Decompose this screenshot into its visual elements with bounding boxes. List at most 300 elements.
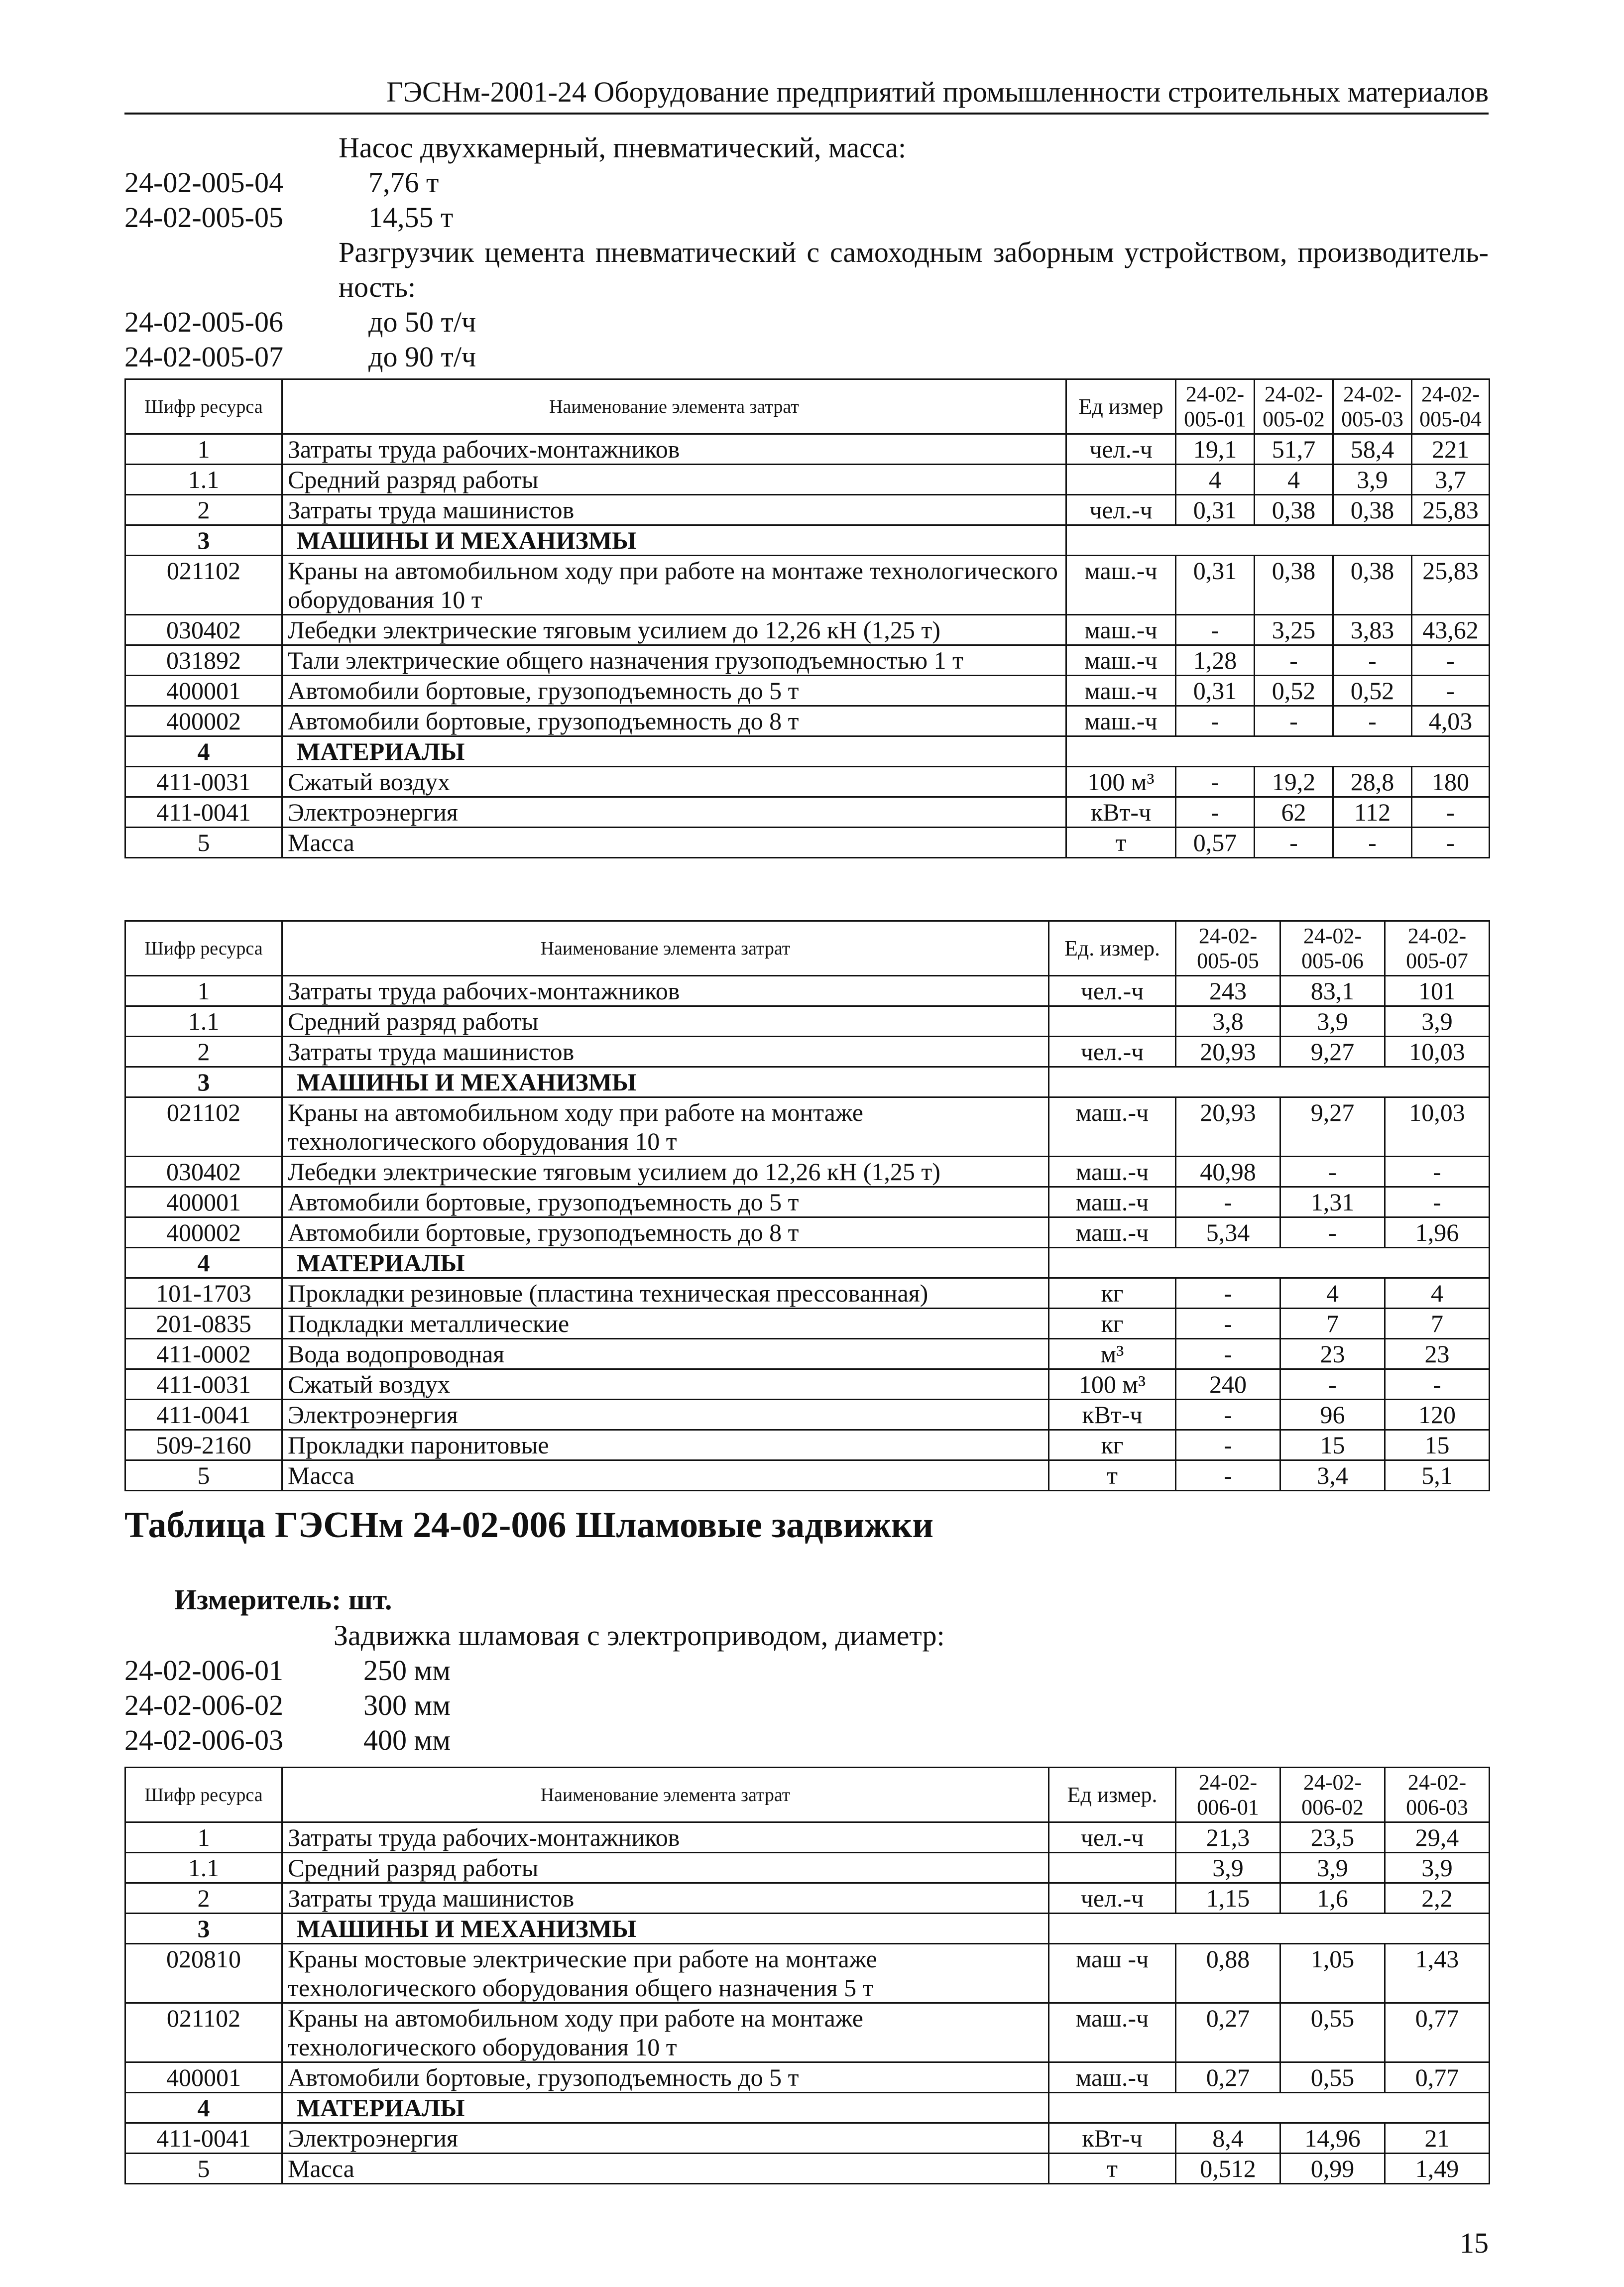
cell-value: 0,31	[1176, 676, 1255, 706]
cell-code: 5	[125, 1460, 282, 1491]
cell-value: 0,38	[1333, 495, 1412, 525]
cell-value: 0,77	[1385, 2062, 1490, 2093]
cell-value: 10,03	[1385, 1037, 1490, 1067]
cell-unit: кВт-ч	[1049, 2123, 1176, 2154]
cell-value: 96	[1280, 1400, 1385, 1430]
cell-code: 101-1703	[125, 1278, 282, 1309]
cell-unit: 100 м³	[1049, 1369, 1176, 1400]
cell-value: -	[1255, 645, 1333, 676]
table-row	[125, 797, 1490, 828]
cell-name: Краны мостовые электрические при работе на монтаже технологического оборудования общего назначения 5 т	[282, 1944, 1049, 2003]
cell-value: 40,98	[1176, 1157, 1280, 1187]
cell-code: 1.1	[125, 1853, 282, 1883]
header-unit: Ед измер	[1066, 379, 1176, 434]
item-code: 24-02-006-01	[124, 1654, 283, 1686]
section-label: МАТЕРИАЛЫ	[282, 736, 1066, 767]
cell-code: 3	[125, 1914, 282, 1944]
cell-value: -	[1176, 797, 1255, 828]
cell-value: 4	[1255, 465, 1333, 495]
cell-unit: маш.-ч	[1066, 645, 1176, 676]
cell-code: 411-0041	[125, 1400, 282, 1430]
item-code: 24-02-006-02	[124, 1689, 283, 1721]
cell-name: Затраты труда рабочих-монтажников	[282, 1822, 1049, 1853]
header-col: 24-02- 006-01	[1176, 1768, 1280, 1822]
intro-list-005	[124, 130, 1489, 374]
cell-value: -	[1176, 1309, 1280, 1339]
cell-code: 030402	[125, 615, 282, 645]
cell-value: 23	[1385, 1339, 1490, 1369]
cell-value: 20,93	[1176, 1037, 1280, 1067]
cell-value: 3,9	[1333, 465, 1412, 495]
cell-unit: маш.-ч	[1049, 2062, 1176, 2093]
cell-value: 25,83	[1412, 556, 1490, 615]
cell-value: 29,4	[1385, 1822, 1490, 1853]
cell-value: 23,5	[1280, 1822, 1385, 1853]
table-row	[125, 465, 1490, 495]
cell-value: 240	[1176, 1369, 1280, 1400]
cell-code: 4	[125, 2093, 282, 2123]
cell-name: Сжатый воздух	[282, 767, 1066, 797]
cell-value: 120	[1385, 1400, 1490, 1430]
group-heading: Насос двухкамерный, пневматический, масса:	[339, 131, 907, 164]
cell-name: Лебедки электрические тяговым усилием до 12,26 кН (1,25 т)	[282, 1157, 1049, 1187]
cell-unit: чел.-ч	[1049, 1037, 1176, 1067]
cell-name: Сжатый воздух	[282, 1369, 1049, 1400]
cell-code: 2	[125, 1037, 282, 1067]
table-row	[125, 767, 1490, 797]
cell-value: 58,4	[1333, 434, 1412, 465]
table-row	[125, 2003, 1490, 2062]
cell-value: 9,27	[1280, 1037, 1385, 1067]
cell-value: 10,03	[1385, 1097, 1490, 1157]
item-text: 300 мм	[363, 1689, 451, 1721]
cell-code: 411-0002	[125, 1339, 282, 1369]
table-row	[125, 676, 1490, 706]
item-code: 24-02-005-07	[124, 341, 283, 373]
header-col: 24-02- 005-01	[1176, 379, 1255, 434]
table-row	[125, 706, 1490, 736]
page-number: 15	[1460, 2227, 1489, 2259]
cell-value: 3,7	[1412, 465, 1490, 495]
cell-value: 19,1	[1176, 434, 1255, 465]
section-filler	[1049, 1067, 1490, 1097]
cell-value: 5,1	[1385, 1460, 1490, 1491]
cell-name: Затраты труда машинистов	[282, 1883, 1049, 1914]
cell-value: 1,28	[1176, 645, 1255, 676]
cell-value: 21,3	[1176, 1822, 1280, 1853]
cell-name: Электроэнергия	[282, 2123, 1049, 2154]
header-unit: Ед измер.	[1049, 1768, 1176, 1822]
section-row	[125, 1067, 1490, 1097]
cell-value: 0,27	[1176, 2003, 1280, 2062]
section-title: Таблица ГЭСНм 24-02-006 Шламовые задвижки	[124, 1505, 934, 1546]
header-code: Шифр ресурса	[125, 379, 282, 434]
cell-value: 1,31	[1280, 1187, 1385, 1217]
table-row	[125, 645, 1490, 676]
header-col: 24-02- 005-05	[1176, 921, 1280, 976]
cell-value: -	[1333, 645, 1412, 676]
section-filler	[1049, 1248, 1490, 1278]
section-row	[125, 1914, 1490, 1944]
cell-value: 3,8	[1176, 1006, 1280, 1037]
section-filler	[1066, 525, 1490, 556]
cell-value: 3,9	[1385, 1853, 1490, 1883]
cell-value: 4	[1176, 465, 1255, 495]
cell-value: 8,4	[1176, 2123, 1280, 2154]
cell-value: 3,83	[1333, 615, 1412, 645]
cell-unit: маш.-ч	[1049, 1097, 1176, 1157]
cell-name: Автомобили бортовые, грузоподъемность до 5 т	[282, 1187, 1049, 1217]
cell-name: Краны на автомобильном ходу при работе на монтаже технологического оборудования 10 т	[282, 1097, 1049, 1157]
cell-code: 021102	[125, 1097, 282, 1157]
header-col: 24-02- 005-02	[1255, 379, 1333, 434]
table-row	[125, 1460, 1490, 1491]
cell-code: 400001	[125, 1187, 282, 1217]
section-label: МАШИНЫ И МЕХАНИЗМЫ	[282, 1914, 1049, 1944]
cell-value: 15	[1280, 1430, 1385, 1460]
cell-name: Автомобили бортовые, грузоподъемность до 5 т	[282, 676, 1066, 706]
intro-list-006	[124, 1618, 1489, 1758]
cell-code: 3	[125, 1067, 282, 1097]
cell-name: Вода водопроводная	[282, 1339, 1049, 1369]
cell-value: 0,38	[1333, 556, 1412, 615]
item-text: до 90 т/ч	[368, 341, 476, 373]
cell-name: Затраты труда рабочих-монтажников	[282, 976, 1049, 1006]
cell-value: -	[1176, 615, 1255, 645]
cell-unit: 100 м³	[1066, 767, 1176, 797]
header-col: 24-02- 006-02	[1280, 1768, 1385, 1822]
cell-unit: маш.-ч	[1066, 556, 1176, 615]
cell-value: -	[1280, 1157, 1385, 1187]
table-row	[125, 1369, 1490, 1400]
cell-name: Затраты труда машинистов	[282, 495, 1066, 525]
cell-value: -	[1176, 1430, 1280, 1460]
cell-value: -	[1333, 828, 1412, 858]
norms-table-006	[124, 1767, 1490, 2184]
cell-code: 400001	[125, 2062, 282, 2093]
cell-unit	[1049, 1853, 1176, 1883]
cell-value: 4	[1280, 1278, 1385, 1309]
cell-value: 3,9	[1280, 1853, 1385, 1883]
section-filler	[1049, 2093, 1490, 2123]
cell-code: 411-0041	[125, 797, 282, 828]
cell-value: -	[1412, 645, 1490, 676]
cell-code: 030402	[125, 1157, 282, 1187]
cell-name: Электроэнергия	[282, 1400, 1049, 1430]
cell-value: 4,03	[1412, 706, 1490, 736]
cell-unit: чел.-ч	[1066, 434, 1176, 465]
section-row	[125, 1248, 1490, 1278]
table-row	[125, 2062, 1490, 2093]
cell-value: 0,31	[1176, 495, 1255, 525]
cell-code: 400002	[125, 1217, 282, 1248]
cell-name: Затраты труда машинистов	[282, 1037, 1049, 1067]
cell-name: Краны на автомобильном ходу при работе на монтаже технологического оборудования 10 т	[282, 556, 1066, 615]
cell-value: 9,27	[1280, 1097, 1385, 1157]
cell-unit: маш.-ч	[1049, 1217, 1176, 1248]
header-name: Наименование элемента затрат	[282, 379, 1066, 434]
cell-name: Тали электрические общего назначения грузоподъемностью 1 т	[282, 645, 1066, 676]
cell-name: Средний разряд работы	[282, 1853, 1049, 1883]
cell-value: 1,43	[1385, 1944, 1490, 2003]
cell-value: 83,1	[1280, 976, 1385, 1006]
cell-value: 0,52	[1333, 676, 1412, 706]
header-name: Наименование элемента затрат	[282, 921, 1049, 976]
section-filler	[1066, 736, 1490, 767]
cell-value: 0,27	[1176, 2062, 1280, 2093]
cell-code: 1.1	[125, 465, 282, 495]
cell-code: 400002	[125, 706, 282, 736]
cell-value: 3,9	[1385, 1006, 1490, 1037]
cell-value: 28,8	[1333, 767, 1412, 797]
group-heading-continued: ность:	[339, 271, 416, 303]
cell-value: 20,93	[1176, 1097, 1280, 1157]
cell-code: 509-2160	[125, 1430, 282, 1460]
cell-value: 243	[1176, 976, 1280, 1006]
cell-value: 1,05	[1280, 1944, 1385, 2003]
cell-unit: маш.-ч	[1049, 2003, 1176, 2062]
cell-value: 21	[1385, 2123, 1490, 2154]
cell-unit: т	[1049, 2154, 1176, 2184]
cell-value: 1,96	[1385, 1217, 1490, 1248]
header-rule	[124, 113, 1489, 115]
cell-value: 3,9	[1280, 1006, 1385, 1037]
cell-code: 411-0031	[125, 767, 282, 797]
item-code: 24-02-005-04	[124, 166, 283, 199]
cell-value: -	[1280, 1217, 1385, 1248]
cell-name: Краны на автомобильном ходу при работе на монтаже технологического оборудования 10 т	[282, 2003, 1049, 2062]
header-col: 24-02- 005-04	[1412, 379, 1490, 434]
cell-value: -	[1176, 767, 1255, 797]
table-row	[125, 976, 1490, 1006]
cell-value: 5,34	[1176, 1217, 1280, 1248]
cell-value: 3,25	[1255, 615, 1333, 645]
cell-value: 101	[1385, 976, 1490, 1006]
cell-code: 1	[125, 976, 282, 1006]
cell-value: 43,62	[1412, 615, 1490, 645]
item-text: 7,76 т	[368, 166, 439, 199]
cell-value: 0,31	[1176, 556, 1255, 615]
cell-value: 0,38	[1255, 556, 1333, 615]
cell-value: -	[1280, 1369, 1385, 1400]
table-row	[125, 1097, 1490, 1157]
cell-value: 2,2	[1385, 1883, 1490, 1914]
cell-name: Масса	[282, 2154, 1049, 2184]
cell-value: 23	[1280, 1339, 1385, 1369]
section-row	[125, 2093, 1490, 2123]
item-code: 24-02-006-03	[124, 1724, 283, 1756]
cell-value: 0,88	[1176, 1944, 1280, 2003]
cell-value: 221	[1412, 434, 1490, 465]
cell-name: Средний разряд работы	[282, 1006, 1049, 1037]
cell-value: 62	[1255, 797, 1333, 828]
cell-value: 180	[1412, 767, 1490, 797]
table-row	[125, 1217, 1490, 1248]
cell-value: -	[1176, 1400, 1280, 1430]
table-row	[125, 2123, 1490, 2154]
section-row	[125, 736, 1490, 767]
cell-value: -	[1412, 797, 1490, 828]
cell-value: 3,9	[1176, 1853, 1280, 1883]
cell-unit: чел.-ч	[1049, 976, 1176, 1006]
table-row	[125, 1006, 1490, 1037]
cell-name: Автомобили бортовые, грузоподъемность до 8 т	[282, 706, 1066, 736]
cell-name: Электроэнергия	[282, 797, 1066, 828]
cell-value: 7	[1280, 1309, 1385, 1339]
cell-unit: т	[1066, 828, 1176, 858]
cell-code: 4	[125, 1248, 282, 1278]
header-code: Шифр ресурса	[125, 1768, 282, 1822]
section-label: МАШИНЫ И МЕХАНИЗМЫ	[282, 1067, 1049, 1097]
cell-code: 021102	[125, 2003, 282, 2062]
cell-value: 3,4	[1280, 1460, 1385, 1491]
cell-code: 3	[125, 525, 282, 556]
cell-unit: кг	[1049, 1430, 1176, 1460]
cell-name: Автомобили бортовые, грузоподъемность до 8 т	[282, 1217, 1049, 1248]
table-row	[125, 1883, 1490, 1914]
cell-value: 112	[1333, 797, 1412, 828]
cell-code: 2	[125, 1883, 282, 1914]
cell-value: -	[1385, 1157, 1490, 1187]
cell-code: 5	[125, 2154, 282, 2184]
header-unit: Ед. измер.	[1049, 921, 1176, 976]
cell-name: Затраты труда рабочих-монтажников	[282, 434, 1066, 465]
item-text: 250 мм	[363, 1654, 451, 1686]
measure-unit: Измеритель: шт.	[174, 1583, 392, 1616]
cell-value: -	[1176, 706, 1255, 736]
table-row	[125, 1157, 1490, 1187]
cell-value: -	[1255, 828, 1333, 858]
header-col: 24-02- 005-03	[1333, 379, 1412, 434]
cell-value: -	[1176, 1278, 1280, 1309]
cell-unit	[1066, 465, 1176, 495]
cell-unit: маш.-ч	[1066, 615, 1176, 645]
item-code: 24-02-005-05	[124, 201, 283, 234]
cell-unit: кВт-ч	[1049, 1400, 1176, 1430]
cell-value: 15	[1385, 1430, 1490, 1460]
item-text: до 50 т/ч	[368, 306, 476, 338]
cell-name: Автомобили бортовые, грузоподъемность до 5 т	[282, 2062, 1049, 2093]
cell-value: 0,52	[1255, 676, 1333, 706]
running-header: ГЭСНм-2001-24 Оборудование предприятий промышленности строительных материалов	[386, 76, 1489, 108]
cell-unit: маш.-ч	[1049, 1187, 1176, 1217]
header-name: Наименование элемента затрат	[282, 1768, 1049, 1822]
cell-value: 14,96	[1280, 2123, 1385, 2154]
cell-value: 25,83	[1412, 495, 1490, 525]
table-row	[125, 556, 1490, 615]
cell-value: 4	[1385, 1278, 1490, 1309]
cell-value: 0,55	[1280, 2062, 1385, 2093]
cell-code: 201-0835	[125, 1309, 282, 1339]
cell-name: Масса	[282, 828, 1066, 858]
cell-name: Средний разряд работы	[282, 465, 1066, 495]
cell-code: 411-0041	[125, 2123, 282, 2154]
cell-value: 19,2	[1255, 767, 1333, 797]
cell-code: 4	[125, 736, 282, 767]
cell-code: 411-0031	[125, 1369, 282, 1400]
cell-value: 0,57	[1176, 828, 1255, 858]
cell-code: 1	[125, 1822, 282, 1853]
group-heading: Задвижка шламовая с электроприводом, диаметр:	[334, 1619, 945, 1652]
table-row	[125, 1853, 1490, 1883]
table-row	[125, 1278, 1490, 1309]
cell-value: -	[1176, 1460, 1280, 1491]
cell-value: -	[1176, 1187, 1280, 1217]
cell-value: 7	[1385, 1309, 1490, 1339]
section-label: МАШИНЫ И МЕХАНИЗМЫ	[282, 525, 1066, 556]
table-row	[125, 1944, 1490, 2003]
section-filler	[1049, 1914, 1490, 1944]
cell-unit: маш.-ч	[1066, 676, 1176, 706]
cell-unit: кВт-ч	[1066, 797, 1176, 828]
cell-value: 0,55	[1280, 2003, 1385, 2062]
table-row	[125, 1430, 1490, 1460]
cell-value: 0,512	[1176, 2154, 1280, 2184]
cell-code: 2	[125, 495, 282, 525]
cell-code: 1	[125, 434, 282, 465]
cell-unit: т	[1049, 1460, 1176, 1491]
cell-name: Прокладки паронитовые	[282, 1430, 1049, 1460]
section-label: МАТЕРИАЛЫ	[282, 1248, 1049, 1278]
section-row	[125, 525, 1490, 556]
cell-unit: чел.-ч	[1049, 1883, 1176, 1914]
table-row	[125, 434, 1490, 465]
cell-value: 0,99	[1280, 2154, 1385, 2184]
cell-code: 400001	[125, 676, 282, 706]
cell-value: -	[1412, 828, 1490, 858]
table-row	[125, 495, 1490, 525]
table-row	[125, 1400, 1490, 1430]
norms-table-005-05-07	[124, 920, 1490, 1491]
cell-value: 51,7	[1255, 434, 1333, 465]
cell-name: Прокладки резиновые (пластина техническая прессованная)	[282, 1278, 1049, 1309]
cell-value: -	[1412, 676, 1490, 706]
cell-unit: кг	[1049, 1309, 1176, 1339]
cell-unit	[1049, 1006, 1176, 1037]
header-col: 24-02- 005-07	[1385, 921, 1490, 976]
cell-value: -	[1255, 706, 1333, 736]
cell-code: 5	[125, 828, 282, 858]
cell-value: 0,77	[1385, 2003, 1490, 2062]
cell-unit: маш.-ч	[1066, 706, 1176, 736]
cell-name: Масса	[282, 1460, 1049, 1491]
table-row	[125, 2154, 1490, 2184]
cell-value: -	[1176, 1339, 1280, 1369]
header-col: 24-02- 006-03	[1385, 1768, 1490, 1822]
table-row	[125, 1309, 1490, 1339]
cell-unit: чел.-ч	[1049, 1822, 1176, 1853]
table-row	[125, 828, 1490, 858]
cell-code: 021102	[125, 556, 282, 615]
cell-value: 1,6	[1280, 1883, 1385, 1914]
table-row	[125, 1187, 1490, 1217]
cell-value: -	[1385, 1187, 1490, 1217]
cell-name: Лебедки электрические тяговым усилием до 12,26 кН (1,25 т)	[282, 615, 1066, 645]
group-heading: Разгрузчик цемента пневматический с самоходным заборным устройством, производитель-	[339, 236, 1489, 268]
item-text: 14,55 т	[368, 201, 454, 234]
cell-unit: маш -ч	[1049, 1944, 1176, 2003]
cell-name: Подкладки металлические	[282, 1309, 1049, 1339]
table-row	[125, 1037, 1490, 1067]
item-text: 400 мм	[363, 1724, 451, 1756]
cell-value: 1,49	[1385, 2154, 1490, 2184]
header-col: 24-02- 005-06	[1280, 921, 1385, 976]
norms-table-005-01-04	[124, 378, 1490, 858]
cell-unit: чел.-ч	[1066, 495, 1176, 525]
cell-unit: м³	[1049, 1339, 1176, 1369]
table-row	[125, 1339, 1490, 1369]
cell-unit: маш.-ч	[1049, 1157, 1176, 1187]
